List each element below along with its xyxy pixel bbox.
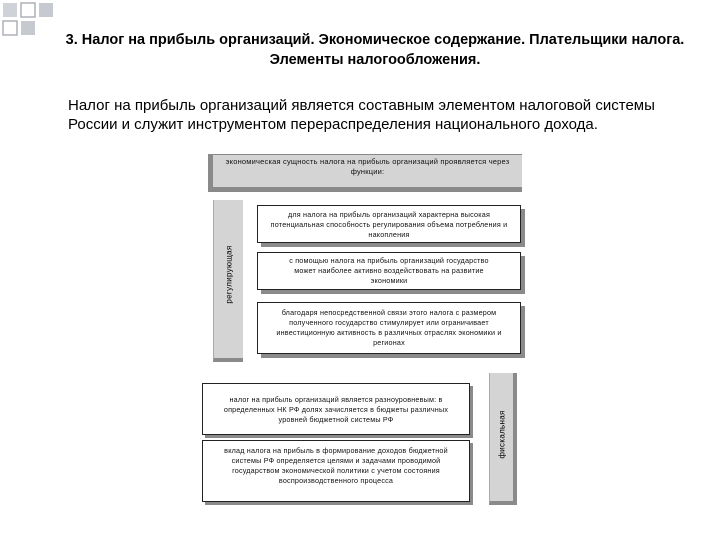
- fiscal-function-label: фискальная: [497, 410, 507, 459]
- regulating-item-1: для налога на прибыль организаций характерна высокая потенциальная способность регулирования объема потребления и накопления: [257, 205, 521, 243]
- intro-paragraph: Налог на прибыль организаций является составным элементом налоговой системы России и служит инструментом перераспределения национального дохода.: [68, 97, 655, 133]
- page-title: 3. Налог на прибыль организаций. Экономическое содержание. Плательщики налога. Элементы налогообложения.: [65, 32, 685, 68]
- functions-header: экономическая сущность налога на прибыль организаций проявляется через функции:: [208, 154, 522, 192]
- fiscal-function-bar: [489, 373, 517, 505]
- regulating-function-bar: [213, 200, 243, 362]
- fiscal-item-2: вклад налога на прибыль в формирование доходов бюджетной системы РФ определяется целями и задачами проводимой государством экономической политики с учетом состояния воспроизводственного процесса: [202, 440, 470, 502]
- regulating-item-3: благодаря непосредственной связи этого налога с размером полученного государство стимулирует или ограничивает инвестиционную активность в различных отраслях экономики и регионах: [257, 302, 521, 354]
- regulating-function-label: регулирующая: [224, 245, 234, 304]
- regulating-item-2: с помощью налога на прибыль организаций государство может наиболее активно воздействовать на развитие экономики: [257, 252, 521, 290]
- fiscal-item-1: налог на прибыль организаций является разноуровневым: в определенных НК РФ долях зачисляется в бюджеты различных уровней бюджетной системы РФ: [202, 383, 470, 435]
